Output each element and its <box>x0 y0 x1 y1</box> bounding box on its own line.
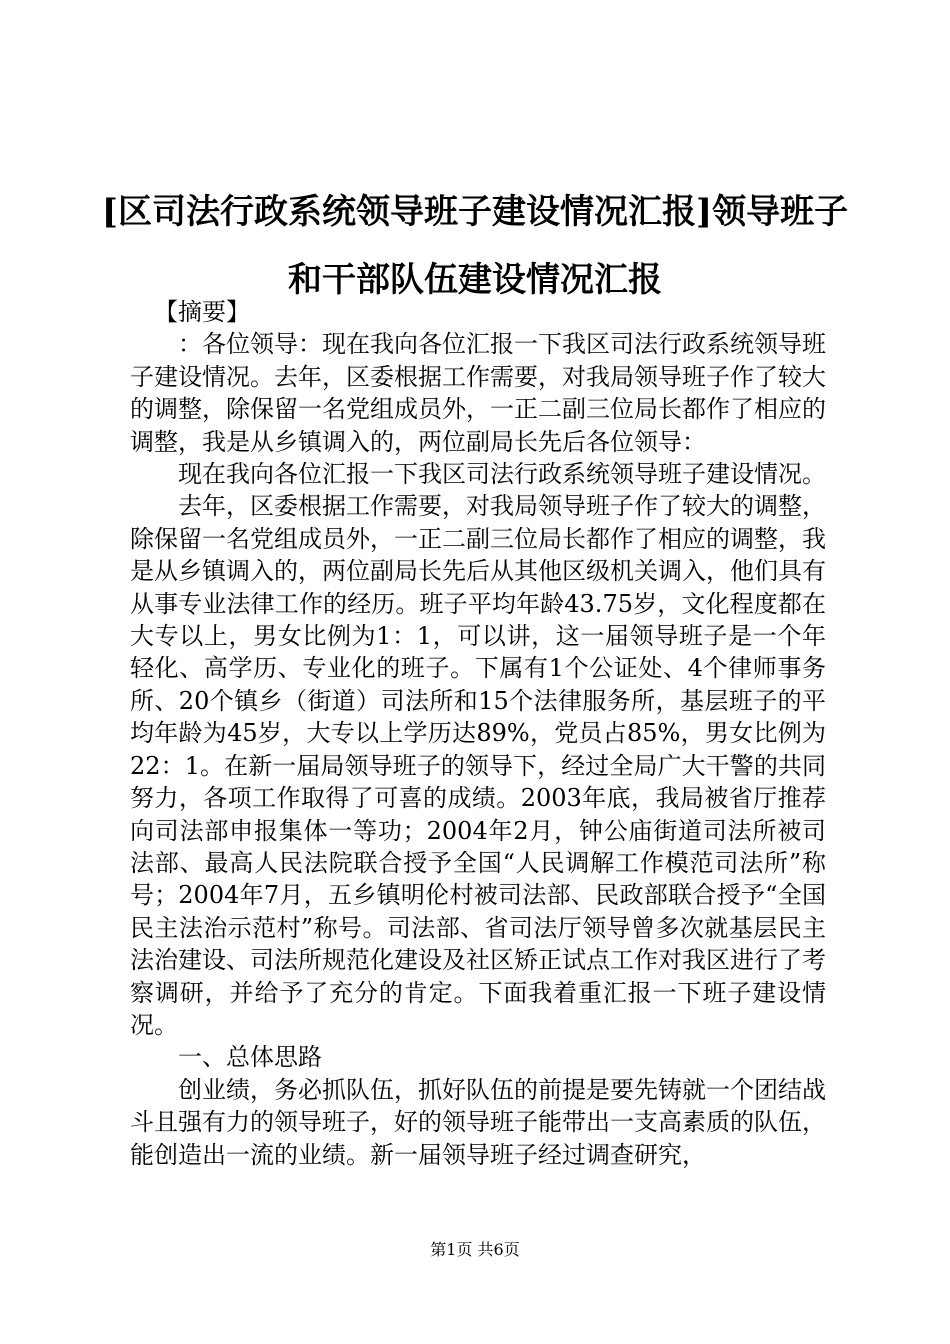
page-footer: 第1页 共6页 <box>430 1240 520 1259</box>
paragraph-general-approach: 创业绩，务必抓队伍，抓好队伍的前提是要先铸就一个团结战斗且强有力的领导班子，好的领导班子能带出一支高素质的队伍，能创造出一流的业绩。新一届领导班子经过调查研究， <box>130 1075 826 1169</box>
section-heading-general-approach: 一、总体思路 <box>178 1043 322 1072</box>
paragraph-report-intro: 现在我向各位汇报一下我区司法行政系统领导班子建设情况。 <box>178 460 826 489</box>
document-body <box>130 296 826 1171</box>
paragraph-team-overview: 去年，区委根据工作需要，对我局领导班子作了较大的调整，除保留一名党组成员外，一正二副三位局长都作了相应的调整，我是从乡镇调入的，两位副局长先后从其他区级机关调入，他们具有从事专业法律工作的经历。班子平均年龄43.75岁，文化程度都在大专以上，男女比例为1：1，可以讲，这一届领导班子是一个年轻化、高学历、专业化的班子。下属有1个公证处、4个律师事务所、20个镇乡（街道）司法所和15个法律服务所，基层班子的平均年龄为45岁，大专以上学历达89%，党员占85%，男女比例为22：1。在新一届局领导班子的领导下，经过全局广大干警的共同努力，各项工作取得了可喜的成绩。2003年底，我局被省厅推荐向司法部申报集体一等功；2004年2月，钟公庙街道司法所被司法部、最高人民法院联合授予全国“人民调解工作模范司法所”称号；2004年7月，五乡镇明伦村被司法部、民政部联合授予“全国民主法治示范村”称号。司法部、省司法厅领导曾多次就基层民主法治建设、司法所规范化建设及社区矫正试点工作对我区进行了考察调研，并给予了充分的肯定。下面我着重汇报一下班子建设情况。 <box>130 492 826 1039</box>
abstract-label: 【摘要】 <box>154 298 250 326</box>
paragraph-opening: ：各位领导：现在我向各位汇报一下我区司法行政系统领导班子建设情况。去年，区委根据工作需要，对我局领导班子作了较大的调整，除保留一名党组成员外，一正二副三位局长都作了相应的调整，我是从乡镇调入的，两位副局长先后各位领导： <box>130 330 826 456</box>
document-title: [区司法行政系统领导班子建设情况汇报]领导班子和干部队伍建设情况汇报 <box>101 192 849 300</box>
